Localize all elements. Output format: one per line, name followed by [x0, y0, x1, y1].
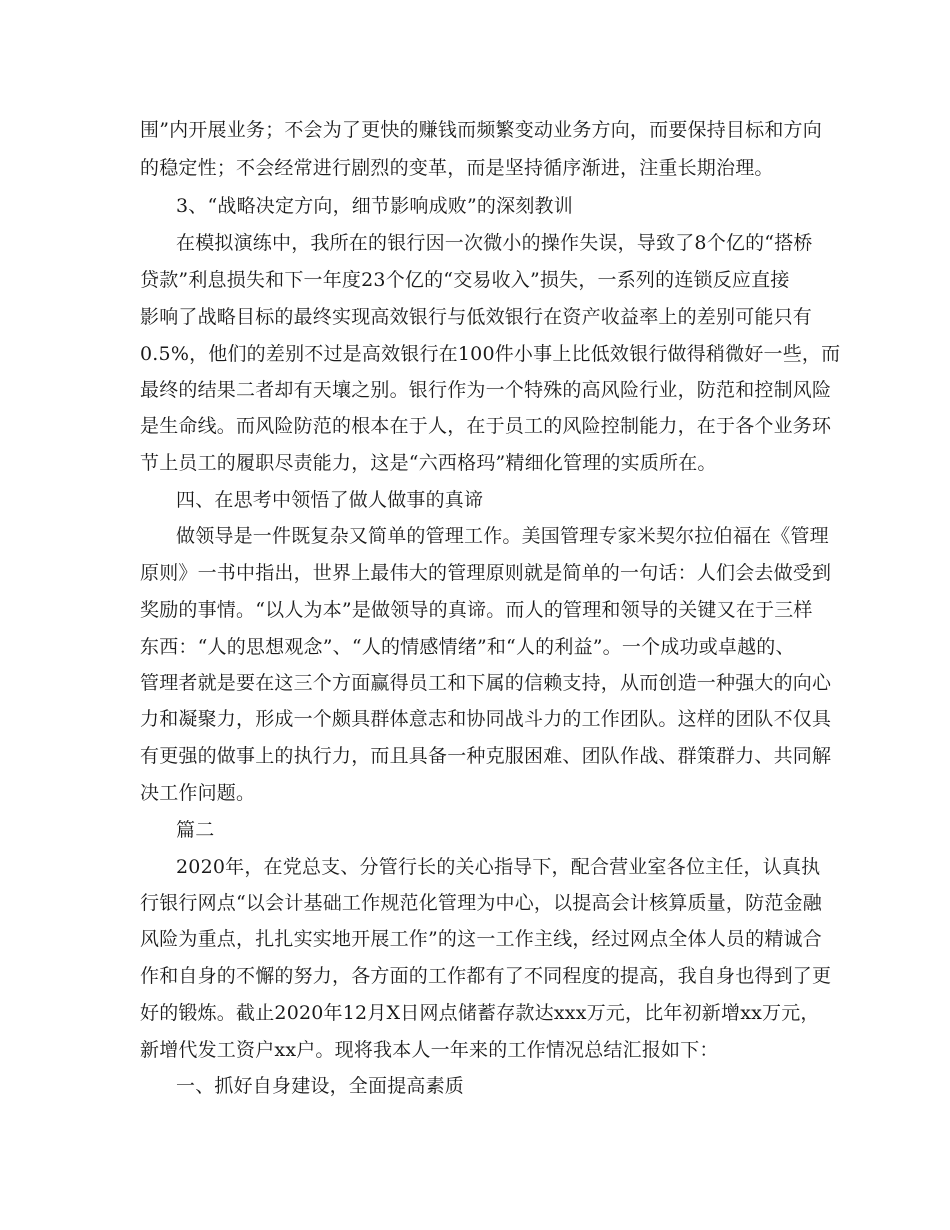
section-heading: 一、抓好自身建设，全面提高素质 [176, 1075, 465, 1097]
paragraph-line: 是生命线。而风险防范的根本在于人，在于员工的风险控制能力，在于各个业务环 [140, 415, 832, 437]
paragraph-line: 节上员工的履职尽责能力，这是“六西格玛”精细化管理的实质所在。 [140, 452, 717, 474]
paragraph-line: 行银行网点“以会计基础工作规范化管理为中心，以提高会计核算质量，防范金融 [140, 892, 822, 914]
paragraph-line: 新增代发工资户xx户。现将我本人一年来的工作情况总结汇报如下： [140, 1039, 719, 1061]
paragraph-line: 好的锻炼。截止2020年12月X日网点储蓄存款达xxx万元，比年初新增xx万元， [140, 1002, 820, 1024]
paragraph-line: 最终的结果二者却有天壤之别。银行作为一个特殊的高风险行业，防范和控制风险 [140, 379, 832, 401]
paragraph-line: 影响了战略目标的最终实现高效银行与低效银行在资产收益率上的差别可能只有 [140, 306, 813, 328]
paragraph-line: 力和凝聚力，形成一个颇具群体意志和协同战斗力的工作团队。这样的团队不仅具 [140, 708, 832, 730]
paragraph-line: 管理者就是要在这三个方面赢得员工和下属的信赖支持，从而创造一种强大的向心 [140, 672, 832, 694]
paragraph-line: 东西：“人的思想观念”、“人的情感情绪”和“人的利益”。一个成功或卓越的、 [140, 636, 795, 658]
paragraph-line: 作和自身的不懈的努力，各方面的工作都有了不同程度的提高，我自身也得到了更 [140, 965, 832, 987]
section-heading: 四、在思考中领悟了做人做事的真谛 [176, 489, 484, 511]
paragraph-line: 做领导是一件既复杂又简单的管理工作。美国管理专家米契尔拉伯福在《管理 [176, 525, 829, 547]
paragraph-line: 决工作问题。 [140, 782, 256, 804]
paragraph-line: 围”内开展业务；不会为了更快的赚钱而频繁变动业务方向，而要保持目标和方向 [140, 119, 822, 141]
paragraph-line: 在模拟演练中，我所在的银行因一次微小的操作失误，导致了8个亿的“搭桥 [176, 232, 813, 254]
paragraph-line: 奖励的事情。“以人为本”是做领导的真谛。而人的管理和领导的关键又在于三样 [140, 599, 813, 621]
paragraph-line: 风险为重点，扎扎实实地开展工作”的这一工作主线，经过网点全体人员的精诚合 [140, 928, 822, 950]
paragraph-line: 原则》一书中指出，世界上最伟大的管理原则就是简单的一句话：人们会去做受到 [140, 562, 832, 584]
paragraph-line: 0.5%，他们的差别不过是高效银行在100件小事上比低效银行做得稍微好一些，而 [140, 343, 841, 365]
section-heading: 篇二 [176, 819, 215, 841]
paragraph-line: 2020年，在党总支、分管行长的关心指导下，配合营业室各位主任，认真执 [176, 856, 821, 878]
paragraph-line: 的稳定性；不会经常进行剧烈的变革，而是坚持循序渐进，注重长期治理。 [140, 157, 774, 179]
section-heading: 3、“战略决定方向，细节影响成败”的深刻教训 [176, 195, 573, 217]
paragraph-line: 贷款”利息损失和下一年度23个亿的“交易收入”损失，一系列的连锁反应直接 [140, 269, 790, 291]
paragraph-line: 有更强的做事上的执行力，而且具备一种克服困难、团队作战、群策群力、共同解 [140, 745, 832, 767]
